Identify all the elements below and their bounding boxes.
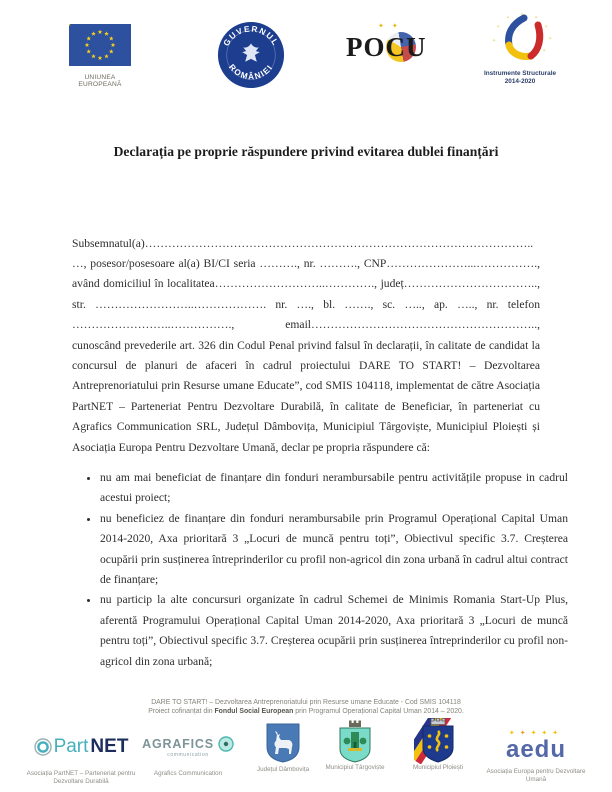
government-seal-bottom-text: ROMÂNIEI — [226, 62, 275, 82]
svg-text:✦: ✦ — [496, 24, 501, 30]
bullet-text: nu particip la alte concursuri organizate în cadrul Schemei de Minimis Romania Start-Up Plus, aferentă Programului Operațional Capital Uman 2014-2020, Axa prioritară 3 „Locuri de muncă pentru toți”, Obiectivul specific 3.7. Creșterea ocupării prin susținerea întreprinderilor cu profil non-agricol din zona urbană; — [100, 593, 568, 668]
bullet-item — [100, 590, 568, 672]
partnet-caption: Asociația PartNET – Parteneriat pentru Dezvoltare Durabilă — [26, 770, 136, 785]
aedu-stars-icon: ✦✦✦✦✦ — [508, 729, 564, 737]
agrafics-wordmark: AGRAFICS — [142, 737, 214, 751]
targoviste-logo — [338, 721, 372, 761]
partner-targoviste — [318, 721, 392, 772]
partner-agrafics — [142, 727, 234, 778]
declaration-bullet-list — [72, 468, 568, 672]
pocu-stars-icon: ✦✦ — [378, 22, 406, 30]
svg-text:✦: ✦ — [542, 48, 547, 54]
pocu-logo-block — [344, 22, 444, 80]
bullet-item — [100, 468, 568, 509]
aedu-logo — [506, 725, 566, 765]
svg-text:✦: ✦ — [548, 36, 553, 42]
eu-logo-block — [64, 24, 136, 88]
dambovita-coat-of-arms-icon — [266, 723, 300, 763]
footer-project-info — [0, 698, 612, 716]
svg-text:✦: ✦ — [492, 38, 497, 44]
aedu-caption: Asociația Europa pentru Dezvoltare Umană — [486, 768, 586, 783]
partnet-logo — [34, 727, 129, 767]
svg-text:✦: ✦ — [506, 15, 511, 21]
svg-text:✦: ✦ — [544, 24, 549, 30]
structural-instruments-caption — [470, 70, 570, 85]
government-seal-icon — [216, 20, 286, 90]
structural-caption-line2: 2014-2020 — [504, 77, 536, 85]
dambovita-logo — [266, 723, 300, 763]
eu-flag-caption: UNIUNEA EUROPEANĂ — [78, 74, 122, 88]
structural-instruments-block — [470, 12, 570, 85]
bullet-text: nu am mai beneficiat de finanțare din fonduri nerambursabile pentru activitățile propuse in cadrul acestui proiect; — [100, 471, 568, 505]
government-seal-top-text: GUVERNUL — [221, 24, 281, 48]
structural-instruments-icon — [476, 12, 564, 64]
footer-cofinance-bold: Fondul Social European — [214, 708, 294, 715]
eu-flag-icon — [69, 24, 131, 66]
footer-project-line: DARE TO START! – Dezvoltarea Antreprenoriatului prin Resurse umane Educate - Cod SMIS 104118 — [151, 699, 461, 706]
ploiesti-coat-of-arms-icon — [414, 718, 462, 764]
declaration-paragraph: Subsemnatul(a)………………………………………………………………………………………..…, posesor/posesoare al(a) BI/CI seria ………., nr. ………., CNP…………………...……………., având domiciliul în localitatea………………………..…………., județ…………………………….., str. ……………………..………………. nr. …., bl. ……., sc. ….., ap. ….., nr. telefon ……………………..……………., email………………………………………………….., cunoscând prevederile art. 326 din Codul Penal privind falsul în declarații, în calitate de candidat la concursul de planuri de afaceri în cadrul proiectului DARE TO START! – Dezvoltarea Antreprenoriatului prin Resurse umane Educate”, cod SMIS 104118, implementat de către Asociația PartNET – Parteneriat Pentru Dezvoltare Durabilă, în calitate de Beneficiar, în parteneriat cu Agrafics Communication SRL, Județul Dâmbovița, Municipiul Târgoviște, Municipiul Ploiești și Asociația Europa Pentru Dezvoltare Umană, declar pe propria răspundere că: — [72, 236, 540, 454]
partner-partnet — [22, 727, 140, 786]
partnet-ring-icon — [34, 738, 52, 756]
footer-cofinance-prefix: Proiect cofinanțat din — [148, 708, 215, 715]
ploiesti-logo — [414, 721, 462, 761]
government-logo-block — [216, 20, 286, 95]
header-logo-strip — [0, 0, 612, 115]
bullet-item — [100, 509, 568, 591]
footer-cofinance-suffix: prin Programul Operațional Capital Uman 2014 – 2020. — [293, 708, 464, 715]
pocu-wordmark: POCU — [346, 32, 427, 62]
agrafics-caption: Agrafics Communication — [153, 770, 223, 777]
structural-caption-line1: Instrumente Structurale — [483, 70, 557, 77]
partner-aedu — [486, 725, 586, 784]
page-title: Declarația pe proprie răspundere privind evitarea dublei finanțări — [113, 144, 499, 159]
svg-text:✦: ✦ — [534, 15, 539, 21]
partner-ploiesti — [398, 721, 478, 772]
agrafics-logo — [142, 727, 234, 767]
svg-text:✦: ✦ — [520, 12, 525, 18]
ploiesti-caption: Municipiul Ploiești — [412, 764, 464, 771]
footer — [0, 698, 612, 792]
targoviste-coat-of-arms-icon — [338, 719, 372, 763]
bullet-text: nu beneficiez de finanțare din fonduri nerambursabile prin Programul Operațional Capital Uman 2014-2020, Axa prioritară 3 „Locuri de muncă pentru toți”, Obiectivul specific 3.7. Creșterea ocupării prin susținerea întreprinderilor cu profil non-agricol din zona urbană în cadrul altui contract de finanțare; — [100, 511, 568, 587]
partner-logo-strip — [0, 721, 612, 792]
agrafics-subtitle: communication — [167, 752, 209, 758]
partnet-wordmark-part: Part — [53, 736, 89, 757]
partnet-wordmark-net: NET — [90, 736, 129, 757]
agrafics-lens-icon — [218, 736, 234, 752]
dambovita-caption: Județul Dâmbovița — [256, 766, 310, 773]
aedu-wordmark: aedu — [505, 736, 566, 763]
targoviste-caption: Municipiul Târgoviște — [325, 764, 385, 771]
partner-dambovita — [250, 723, 316, 774]
